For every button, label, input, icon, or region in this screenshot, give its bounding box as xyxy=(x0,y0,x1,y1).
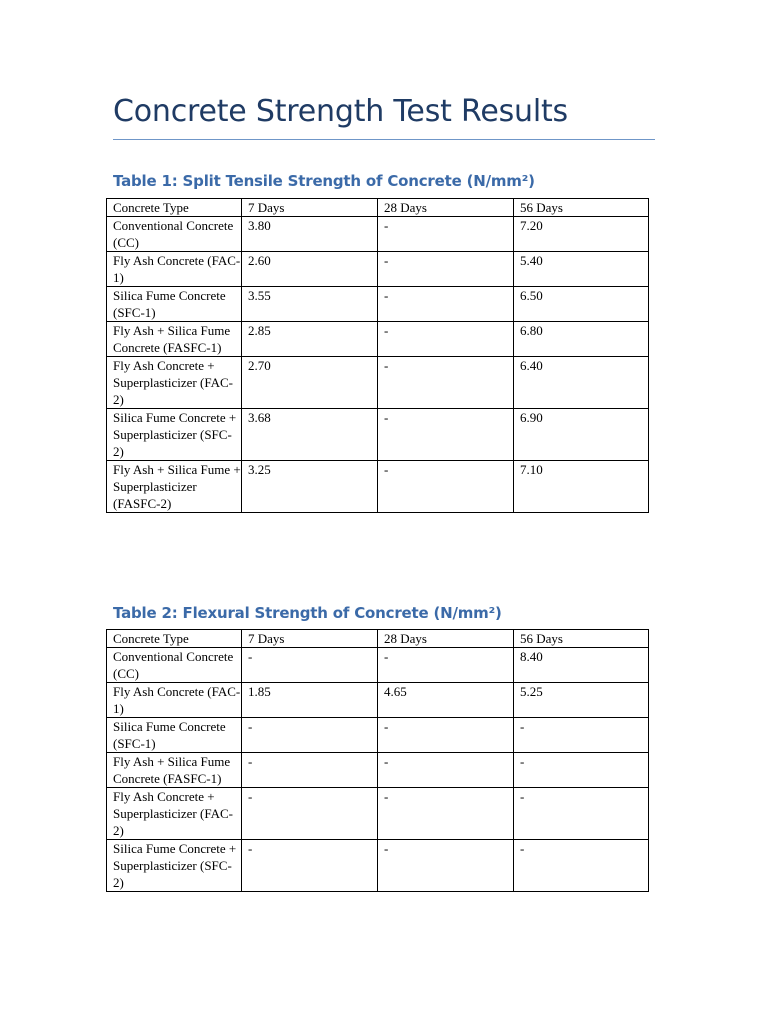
table-header-row xyxy=(107,630,649,648)
table-header-row xyxy=(107,199,649,217)
table-row xyxy=(107,287,649,322)
table-row xyxy=(107,753,649,788)
concrete-type-cell: Conventional Concrete (CC) xyxy=(107,217,242,252)
table-row xyxy=(107,718,649,753)
flexural-strength-table xyxy=(106,629,649,892)
table-2-caption: Table 2: Flexural Strength of Concrete (N/mm²) xyxy=(113,604,502,622)
strength-value-cell: - xyxy=(378,753,514,788)
strength-value-cell: 2.85 xyxy=(242,322,378,357)
strength-value-cell: 1.85 xyxy=(242,683,378,718)
strength-value-cell: - xyxy=(378,217,514,252)
strength-value-cell: - xyxy=(378,357,514,409)
strength-value-cell: - xyxy=(378,461,514,513)
strength-value-cell: - xyxy=(514,840,649,892)
table-row xyxy=(107,788,649,840)
table-row xyxy=(107,322,649,357)
strength-value-cell: 3.25 xyxy=(242,461,378,513)
column-header: 56 Days xyxy=(514,630,649,648)
strength-value-cell: 7.20 xyxy=(514,217,649,252)
table-1-caption: Table 1: Split Tensile Strength of Concrete (N/mm²) xyxy=(113,172,535,190)
table-row xyxy=(107,648,649,683)
strength-value-cell: - xyxy=(378,840,514,892)
strength-value-cell: - xyxy=(242,753,378,788)
concrete-type-cell: Silica Fume Concrete (SFC-1) xyxy=(107,287,242,322)
concrete-type-cell: Fly Ash + Silica Fume + Superplasticizer (FASFC-2) xyxy=(107,461,242,513)
column-header: 56 Days xyxy=(514,199,649,217)
strength-value-cell: - xyxy=(242,840,378,892)
strength-value-cell: - xyxy=(378,252,514,287)
strength-value-cell: 6.40 xyxy=(514,357,649,409)
strength-value-cell: - xyxy=(242,648,378,683)
column-header: Concrete Type xyxy=(107,630,242,648)
strength-value-cell: 2.60 xyxy=(242,252,378,287)
table-row xyxy=(107,840,649,892)
table-row xyxy=(107,217,649,252)
table-row xyxy=(107,683,649,718)
table-row xyxy=(107,252,649,287)
strength-value-cell: - xyxy=(378,648,514,683)
strength-value-cell: 4.65 xyxy=(378,683,514,718)
concrete-type-cell: Fly Ash Concrete + Superplasticizer (FAC-2) xyxy=(107,357,242,409)
column-header: 7 Days xyxy=(242,630,378,648)
column-header: 28 Days xyxy=(378,630,514,648)
title-underline xyxy=(113,139,655,140)
column-header: 7 Days xyxy=(242,199,378,217)
strength-value-cell: - xyxy=(378,788,514,840)
strength-value-cell: 6.80 xyxy=(514,322,649,357)
strength-value-cell: - xyxy=(378,718,514,753)
strength-value-cell: - xyxy=(378,409,514,461)
strength-value-cell: - xyxy=(378,322,514,357)
concrete-type-cell: Fly Ash + Silica Fume Concrete (FASFC-1) xyxy=(107,322,242,357)
strength-value-cell: 7.10 xyxy=(514,461,649,513)
table-row xyxy=(107,357,649,409)
column-header: 28 Days xyxy=(378,199,514,217)
strength-value-cell: - xyxy=(378,287,514,322)
table-row xyxy=(107,461,649,513)
table-row xyxy=(107,409,649,461)
strength-value-cell: 6.90 xyxy=(514,409,649,461)
concrete-type-cell: Silica Fume Concrete (SFC-1) xyxy=(107,718,242,753)
concrete-type-cell: Fly Ash Concrete (FAC-1) xyxy=(107,252,242,287)
document-title: Concrete Strength Test Results xyxy=(113,94,568,129)
strength-value-cell: - xyxy=(242,788,378,840)
column-header: Concrete Type xyxy=(107,199,242,217)
strength-value-cell: 8.40 xyxy=(514,648,649,683)
strength-value-cell: 5.25 xyxy=(514,683,649,718)
strength-value-cell: 3.68 xyxy=(242,409,378,461)
strength-value-cell: - xyxy=(242,718,378,753)
strength-value-cell: 6.50 xyxy=(514,287,649,322)
strength-value-cell: 3.55 xyxy=(242,287,378,322)
strength-value-cell: 2.70 xyxy=(242,357,378,409)
strength-value-cell: 5.40 xyxy=(514,252,649,287)
concrete-type-cell: Conventional Concrete (CC) xyxy=(107,648,242,683)
strength-value-cell: - xyxy=(514,753,649,788)
concrete-type-cell: Fly Ash + Silica Fume Concrete (FASFC-1) xyxy=(107,753,242,788)
split-tensile-strength-table xyxy=(106,198,649,513)
concrete-type-cell: Silica Fume Concrete + Superplasticizer (SFC-2) xyxy=(107,409,242,461)
strength-value-cell: 3.80 xyxy=(242,217,378,252)
concrete-type-cell: Fly Ash Concrete (FAC-1) xyxy=(107,683,242,718)
concrete-type-cell: Silica Fume Concrete + Superplasticizer (SFC-2) xyxy=(107,840,242,892)
strength-value-cell: - xyxy=(514,788,649,840)
concrete-type-cell: Fly Ash Concrete + Superplasticizer (FAC-2) xyxy=(107,788,242,840)
strength-value-cell: - xyxy=(514,718,649,753)
